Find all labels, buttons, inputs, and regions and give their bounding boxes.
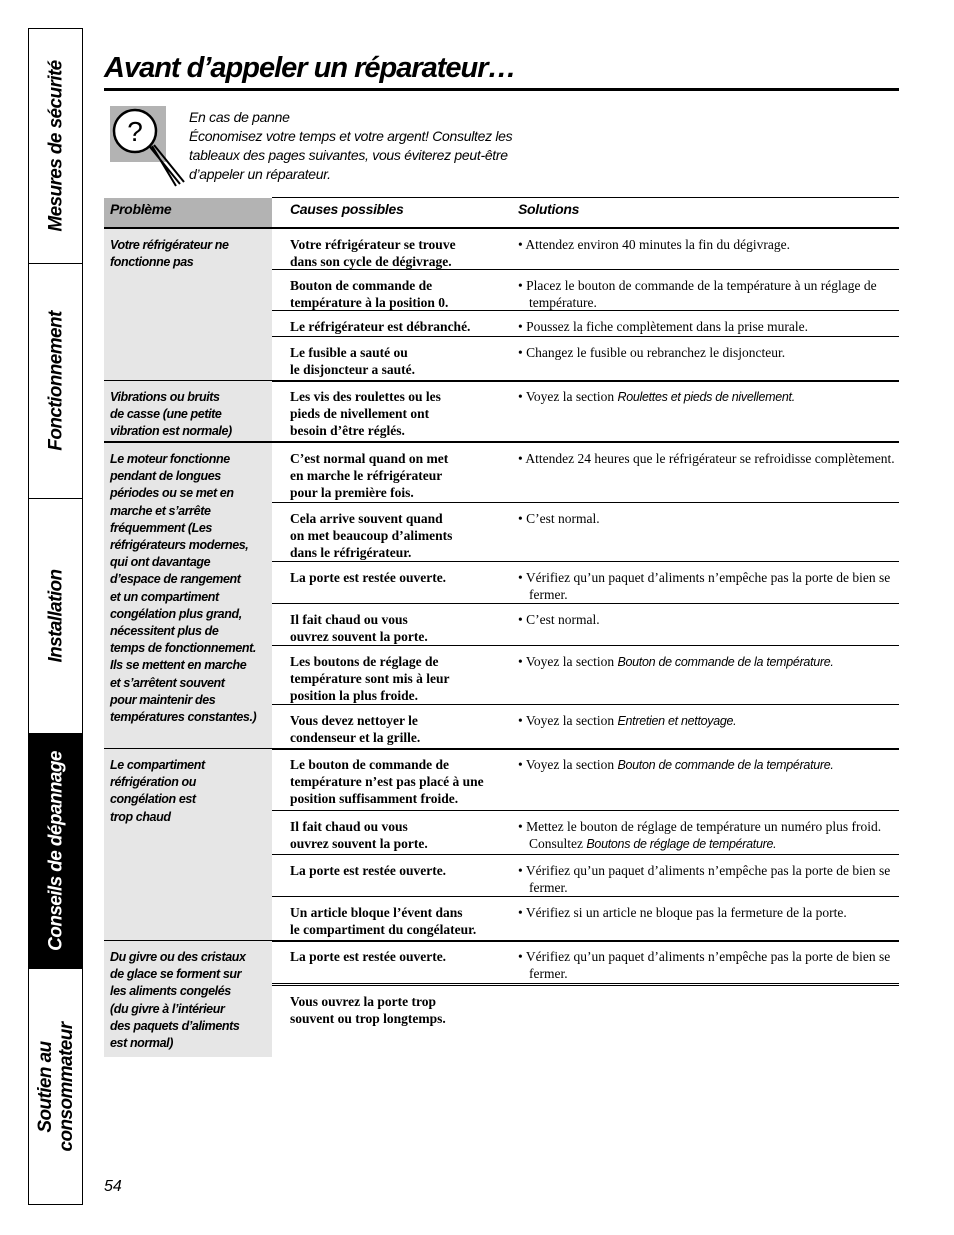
cause-text: Vous ouvrez la porte trop souvent ou trop longtemps. <box>290 994 446 1027</box>
cause-text: Les vis des roulettes ou les pieds de nivellement ont besoin d’être réglés. <box>290 389 441 439</box>
header-causes: Causes possibles <box>290 201 404 217</box>
row-separator <box>272 983 899 984</box>
row-separator <box>272 502 899 503</box>
row-separator <box>272 854 899 855</box>
cause-text: Un article bloque l’évent dans le compartiment du congélateur. <box>290 905 477 938</box>
row-separator <box>272 985 899 986</box>
solution-text: • C’est normal. <box>518 511 600 526</box>
tab-label: Fonctionnement <box>45 311 66 451</box>
solution-text: • Vérifiez qu’un paquet d’aliments n’empêche pas la porte de bien se fermer. <box>518 949 891 982</box>
page-title: Avant d’appeler un réparateur… <box>104 52 516 84</box>
section-sidebar <box>28 28 83 1205</box>
tab-label: Mesures de sécurité <box>45 60 66 232</box>
row-separator <box>272 645 899 646</box>
cause-text: Il fait chaud ou vous ouvrez souvent la porte. <box>290 612 428 645</box>
magnifier-question-icon <box>110 106 166 162</box>
row-separator <box>272 704 899 705</box>
solution-text: • Changez le fusible ou rebranchez le disjoncteur. <box>518 345 786 360</box>
solution-text: • Attendez 24 heures que le réfrigérateur se refroidisse complètement. <box>518 451 895 466</box>
solution-reference: Boutons de réglage de température. <box>586 837 777 852</box>
row-separator <box>272 561 899 562</box>
sidebar-tab-fonctionnement[interactable] <box>29 264 82 499</box>
solution-text: • Poussez la fiche complètement dans la prise murale. <box>518 319 809 334</box>
solution-text: • Vérifiez qu’un paquet d’aliments n’empêche pas la porte de bien se fermer. <box>518 863 891 896</box>
solution-reference: Roulettes et pieds de nivellement. <box>617 390 795 404</box>
cause-text: La porte est restée ouverte. <box>290 949 447 964</box>
solution-reference: Entretien et nettoyage. <box>617 714 737 728</box>
solution-main: Attendez environ 40 minutes la fin du dégivrage. <box>525 237 791 252</box>
row-separator <box>272 269 899 270</box>
solution-reference: Bouton de commande de la température. <box>617 758 834 772</box>
cause-text: Votre réfrigérateur se trouve dans son cycle de dégivrage. <box>290 237 456 270</box>
page-number: 54 <box>104 1178 122 1195</box>
solution-text: • Voyez la section Bouton de commande de la température. <box>518 654 834 669</box>
solution-text: • Vérifiez si un article ne bloque pas la fermeture de la porte. <box>518 905 847 920</box>
problem-text: Le moteur fonctionne pendant de longues périodes ou se met en marche et s’arrête fréquemment (Les réfrigérateurs modernes, qui ont davantage d’espace de rangement et un compartiment congélation plus grand, nécessitent plus de temps de fonctionnement. Ils se mettent en marche et s’arrêtent souvent pour maintenir des températures constantes.) <box>110 452 257 725</box>
intro-text: En cas de panne Économisez votre temps et votre argent! Consultez les tableaux des pages suivantes, vous éviterez peut-être d’appeler un réparateur. <box>189 109 513 182</box>
solution-text: • Placez le bouton de commande de la température à un réglage de température. <box>518 278 877 311</box>
solution-text: • Attendez environ 40 minutes la fin du dégivrage. <box>518 237 791 252</box>
cause-text: Cela arrive souvent quand on met beaucoup d’aliments dans le réfrigérateur. <box>290 511 453 561</box>
row-separator <box>272 603 899 604</box>
row-separator <box>272 336 899 337</box>
solution-reference: Bouton de commande de la température. <box>617 655 834 669</box>
solution-text: • Voyez la section Roulettes et pieds de nivellement. <box>518 389 795 404</box>
sidebar-tab-soutien-au-consommateur[interactable] <box>29 969 82 1204</box>
problem-text: Votre réfrigérateur ne fonctionne pas <box>110 238 229 270</box>
header-probleme: Problème <box>110 201 172 217</box>
solution-main: Vérifiez si un article ne bloque pas la fermeture de la porte. <box>525 905 847 920</box>
cause-text: Le bouton de commande de température n’est pas placé à une position suffisamment froide. <box>290 757 484 807</box>
sidebar-tab-installation[interactable] <box>29 499 82 734</box>
problem-text: Le compartiment réfrigération ou congélation est trop chaud <box>110 758 205 824</box>
problem-text: Du givre ou des cristaux de glace se forment sur les aliments congelés (du givre à l’intérieur des paquets d’aliments est normal) <box>110 950 246 1051</box>
cause-text: La porte est restée ouverte. <box>290 863 447 878</box>
table-top-rule <box>272 197 899 198</box>
solution-text: • Voyez la section Entretien et nettoyage. <box>518 713 737 728</box>
solution-main: Voyez la section <box>525 654 618 669</box>
sidebar-tab-mesures-de-securite[interactable] <box>29 29 82 264</box>
solution-main: Attendez 24 heures que le réfrigérateur se refroidisse complètement. <box>525 451 895 466</box>
cause-text: Bouton de commande de température à la position 0. <box>290 278 449 311</box>
solution-main: Poussez la fiche complètement dans la prise murale. <box>526 319 809 334</box>
solution-main: Mettez le bouton de réglage de température un numéro plus froid. Consultez <box>526 819 882 852</box>
tab-label: Conseils de dépannage <box>45 751 66 951</box>
solution-main: Vérifiez qu’un paquet d’aliments n’empêche pas la porte de bien se fermer. <box>525 949 891 982</box>
solution-main: Vérifiez qu’un paquet d’aliments n’empêche pas la porte de bien se fermer. <box>525 570 891 603</box>
cause-text: Le réfrigérateur est débranché. <box>290 319 471 334</box>
solution-main: Voyez la section <box>525 757 618 772</box>
solution-main: Changez le fusible ou rebranchez le disjoncteur. <box>526 345 786 360</box>
cause-text: La porte est restée ouverte. <box>290 570 447 585</box>
problem-text: Vibrations ou bruits de casse (une petite vibration est normale) <box>110 390 232 439</box>
solution-text: • Vérifiez qu’un paquet d’aliments n’empêche pas la porte de bien se fermer. <box>518 570 891 603</box>
solution-text: • Mettez le bouton de réglage de température un numéro plus froid. Consultez Boutons de réglage de température. <box>518 819 882 852</box>
solution-main: Voyez la section <box>525 713 618 728</box>
sidebar-tab-conseils-de-depannage[interactable] <box>29 734 82 969</box>
svg-text:?: ? <box>127 116 143 147</box>
solution-text: • Voyez la section Bouton de commande de la température. <box>518 757 834 772</box>
cause-text: C’est normal quand on met en marche le réfrigérateur pour la première fois. <box>290 451 449 501</box>
solution-main: Vérifiez qu’un paquet d’aliments n’empêche pas la porte de bien se fermer. <box>525 863 891 896</box>
row-separator <box>272 896 899 897</box>
cause-text: Il fait chaud ou vous ouvrez souvent la porte. <box>290 819 428 852</box>
cause-text: Vous devez nettoyer le condenseur et la grille. <box>290 713 421 746</box>
solution-main: Placez le bouton de commande de la température à un réglage de température. <box>526 278 877 311</box>
row-separator <box>272 810 899 811</box>
tab-label: Soutien au consommateur <box>34 1021 77 1152</box>
row-separator <box>272 310 899 311</box>
cause-text: Le fusible a sauté ou le disjoncteur a sauté. <box>290 345 415 378</box>
solution-main: C’est normal. <box>526 612 600 627</box>
solution-main: C’est normal. <box>526 511 600 526</box>
cause-text: Les boutons de réglage de température sont mis à leur position la plus froide. <box>290 654 450 704</box>
header-solutions: Solutions <box>518 201 580 217</box>
title-rule <box>104 88 899 91</box>
solution-main: Voyez la section <box>525 389 618 404</box>
solution-text: • C’est normal. <box>518 612 600 627</box>
tab-label: Installation <box>45 569 66 663</box>
